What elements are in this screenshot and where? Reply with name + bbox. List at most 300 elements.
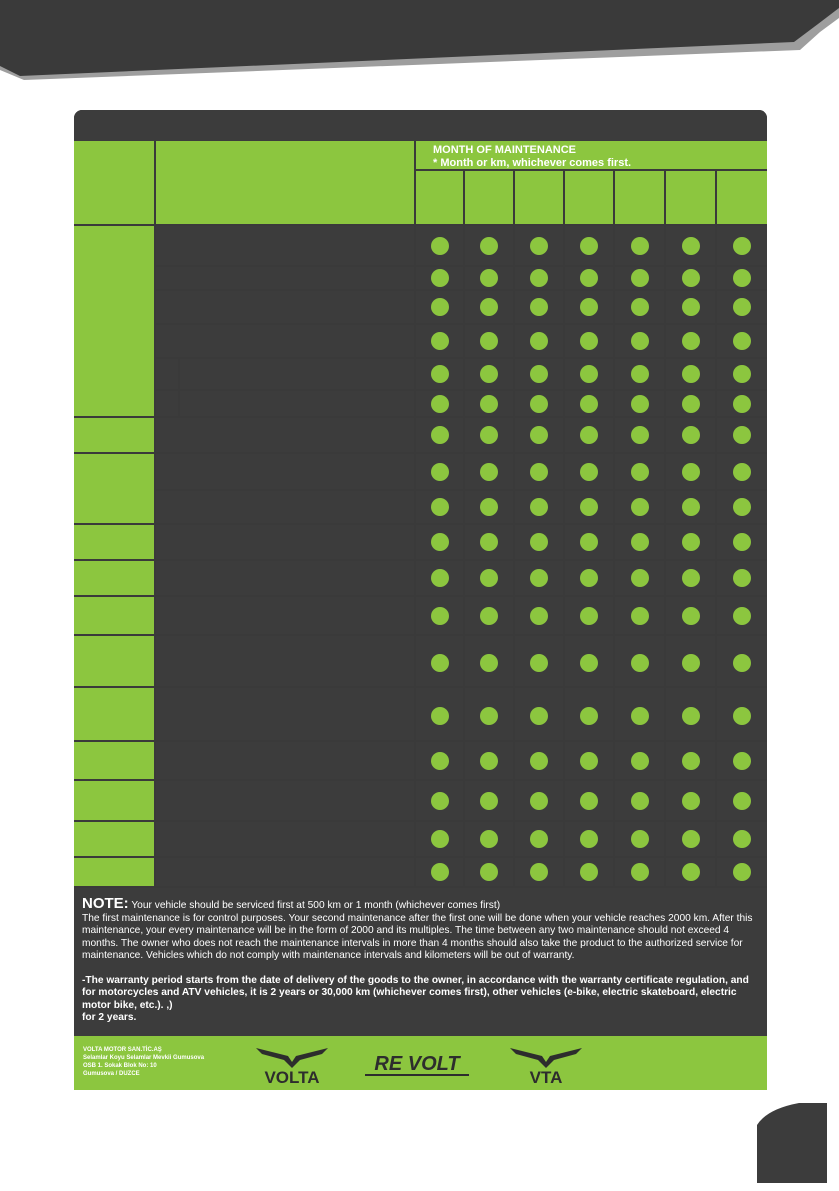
group-cell — [74, 822, 154, 856]
warranty-text: -The warranty period starts from the date of delivery of the goods to the owner, in accordance with the warranty certificate regulation, and for motorcycles and ATV vehicles, it is 2 years or 30,000 km (whichever comes first), other vehicles (e-bike, electric skateboard, electric motor bike, etc.). ,) — [82, 974, 749, 1011]
maintenance-check-dot — [733, 332, 751, 350]
group-cell — [74, 781, 154, 820]
maintenance-check-dot — [530, 426, 548, 444]
maintenance-check-dot — [480, 426, 498, 444]
header-group-cell — [74, 141, 154, 224]
maintenance-check-dot — [631, 752, 649, 770]
maintenance-check-cell — [565, 822, 613, 856]
vta-logo-text: VTA — [529, 1068, 563, 1086]
maintenance-check-cell — [515, 525, 563, 559]
maintenance-check-dot — [480, 569, 498, 587]
maintenance-check-cell — [515, 418, 563, 452]
maintenance-check-dot — [733, 792, 751, 810]
maintenance-check-cell — [465, 822, 513, 856]
maintenance-check-cell — [515, 781, 563, 820]
maintenance-check-dot — [480, 533, 498, 551]
maintenance-check-dot — [631, 607, 649, 625]
maintenance-check-dot — [530, 607, 548, 625]
group-cell — [74, 858, 154, 886]
maintenance-check-cell — [717, 561, 767, 595]
warranty-tail: for 2 years. — [82, 1012, 137, 1023]
maintenance-check-cell — [666, 291, 715, 323]
maintenance-check-cell — [666, 858, 715, 886]
maintenance-check-dot — [480, 863, 498, 881]
month-of-maintenance-header — [420, 141, 765, 171]
maintenance-check-dot — [431, 365, 449, 383]
maintenance-check-cell — [565, 781, 613, 820]
maintenance-check-dot — [431, 533, 449, 551]
maintenance-check-dot — [431, 498, 449, 516]
revolt-logo — [359, 1048, 475, 1080]
maintenance-check-cell — [615, 291, 664, 323]
maintenance-check-cell — [717, 454, 767, 489]
item-cell — [156, 742, 414, 779]
maintenance-check-dot — [530, 498, 548, 516]
maintenance-check-dot — [733, 654, 751, 672]
maintenance-check-cell — [615, 267, 664, 289]
maintenance-check-cell — [565, 226, 613, 265]
maintenance-check-cell — [717, 391, 767, 416]
maintenance-check-dot — [631, 426, 649, 444]
maintenance-check-dot — [431, 607, 449, 625]
maintenance-check-dot — [631, 237, 649, 255]
maintenance-check-cell — [666, 636, 715, 686]
maintenance-check-dot — [480, 395, 498, 413]
maintenance-check-cell — [416, 391, 463, 416]
item-cell — [180, 359, 414, 389]
maintenance-check-cell — [615, 597, 664, 634]
maintenance-check-dot — [631, 365, 649, 383]
maintenance-check-dot — [631, 863, 649, 881]
maintenance-check-cell — [465, 525, 513, 559]
maintenance-check-cell — [666, 597, 715, 634]
maintenance-check-dot — [530, 237, 548, 255]
maintenance-check-dot — [631, 269, 649, 287]
item-cell — [156, 688, 414, 740]
maintenance-check-cell — [717, 525, 767, 559]
maintenance-check-cell — [666, 454, 715, 489]
address-line-3: Gumusova / DUZCE — [83, 1071, 140, 1077]
maintenance-check-cell — [666, 359, 715, 389]
maintenance-check-dot — [480, 752, 498, 770]
maintenance-check-dot — [682, 533, 700, 551]
maintenance-check-dot — [631, 298, 649, 316]
maintenance-check-cell — [416, 291, 463, 323]
maintenance-check-cell — [515, 454, 563, 489]
maintenance-check-dot — [480, 607, 498, 625]
maintenance-check-dot — [480, 707, 498, 725]
maintenance-check-dot — [580, 498, 598, 516]
maintenance-card — [74, 110, 767, 1090]
volta-logo — [252, 1042, 332, 1086]
maintenance-check-dot — [580, 237, 598, 255]
maintenance-check-dot — [580, 365, 598, 383]
group-cell — [74, 561, 154, 595]
maintenance-check-cell — [565, 359, 613, 389]
maintenance-check-dot — [530, 365, 548, 383]
header-item-cell — [156, 141, 414, 224]
maintenance-check-dot — [631, 654, 649, 672]
maintenance-check-cell — [515, 391, 563, 416]
maintenance-check-cell — [416, 418, 463, 452]
maintenance-check-cell — [465, 454, 513, 489]
group-cell — [74, 226, 154, 416]
maintenance-check-dot — [733, 607, 751, 625]
maintenance-check-cell — [666, 325, 715, 357]
maintenance-check-cell — [615, 561, 664, 595]
item-cell — [156, 291, 414, 323]
item-cell — [180, 391, 414, 416]
maintenance-check-cell — [615, 491, 664, 523]
maintenance-check-cell — [416, 226, 463, 265]
maintenance-check-dot — [580, 463, 598, 481]
maintenance-check-cell — [465, 391, 513, 416]
maintenance-check-cell — [515, 688, 563, 740]
maintenance-check-dot — [580, 792, 598, 810]
maintenance-check-cell — [666, 561, 715, 595]
header-month-cell — [416, 171, 463, 224]
maintenance-check-dot — [682, 707, 700, 725]
maintenance-check-cell — [465, 418, 513, 452]
group-cell — [74, 454, 154, 523]
maintenance-check-cell — [465, 267, 513, 289]
header-month-cell — [615, 171, 664, 224]
maintenance-check-cell — [416, 636, 463, 686]
maintenance-check-dot — [431, 792, 449, 810]
maintenance-check-cell — [465, 781, 513, 820]
maintenance-check-dot — [733, 298, 751, 316]
header-month-cell — [565, 171, 613, 224]
maintenance-check-cell — [515, 742, 563, 779]
note-body: The first maintenance is for control purposes. Your second maintenance after the first one will be done when your vehicle reaches 2000 km. After this maintenance, your every maintenance will be in the form of 2000 and its multiples. The time between any two maintenance should not exceed 4 months. The owner who does not reach the maintenance intervals in more than 4 months should also take the product to the authorized service for maintenance. Vehicles which do not comply with maintenance intervals and kilometers will be out of warranty. — [82, 912, 753, 961]
maintenance-check-dot — [631, 830, 649, 848]
maintenance-check-dot — [733, 707, 751, 725]
maintenance-check-dot — [431, 863, 449, 881]
maintenance-check-cell — [717, 226, 767, 265]
maintenance-check-dot — [431, 654, 449, 672]
item-cell — [156, 561, 414, 595]
maintenance-check-dot — [530, 533, 548, 551]
header-month-cell — [515, 171, 563, 224]
maintenance-check-dot — [733, 498, 751, 516]
maintenance-check-dot — [580, 332, 598, 350]
maintenance-check-dot — [682, 569, 700, 587]
maintenance-check-cell — [565, 491, 613, 523]
footer — [74, 1036, 767, 1090]
maintenance-check-cell — [515, 636, 563, 686]
maintenance-check-cell — [717, 822, 767, 856]
maintenance-check-dot — [580, 269, 598, 287]
header-month-cell — [717, 171, 767, 224]
maintenance-check-dot — [580, 395, 598, 413]
maintenance-check-dot — [682, 830, 700, 848]
maintenance-check-dot — [431, 269, 449, 287]
maintenance-check-dot — [580, 569, 598, 587]
maintenance-check-dot — [580, 426, 598, 444]
maintenance-check-dot — [480, 792, 498, 810]
maintenance-check-dot — [431, 752, 449, 770]
maintenance-check-cell — [666, 742, 715, 779]
maintenance-check-cell — [515, 858, 563, 886]
maintenance-check-dot — [733, 426, 751, 444]
maintenance-check-cell — [666, 822, 715, 856]
group-cell — [74, 597, 154, 634]
maintenance-check-cell — [717, 325, 767, 357]
maintenance-check-cell — [666, 688, 715, 740]
maintenance-check-cell — [565, 688, 613, 740]
maintenance-check-dot — [631, 498, 649, 516]
maintenance-check-dot — [530, 298, 548, 316]
maintenance-check-dot — [530, 792, 548, 810]
maintenance-check-cell — [416, 525, 463, 559]
maintenance-check-cell — [666, 267, 715, 289]
maintenance-check-dot — [682, 269, 700, 287]
maintenance-check-dot — [631, 792, 649, 810]
maintenance-check-cell — [416, 597, 463, 634]
item-cell — [156, 491, 414, 523]
header-band — [0, 0, 839, 80]
maintenance-check-dot — [530, 463, 548, 481]
maintenance-check-cell — [515, 491, 563, 523]
maintenance-check-cell — [465, 491, 513, 523]
maintenance-check-cell — [465, 636, 513, 686]
maintenance-check-dot — [682, 365, 700, 383]
item-indent-cell — [156, 359, 178, 389]
maintenance-check-dot — [530, 752, 548, 770]
maintenance-check-cell — [666, 491, 715, 523]
maintenance-table — [74, 141, 767, 888]
maintenance-check-dot — [733, 463, 751, 481]
maintenance-check-dot — [480, 830, 498, 848]
maintenance-check-cell — [515, 359, 563, 389]
maintenance-check-cell — [465, 291, 513, 323]
maintenance-check-cell — [717, 491, 767, 523]
maintenance-check-cell — [565, 391, 613, 416]
maintenance-check-dot — [733, 395, 751, 413]
maintenance-check-dot — [733, 237, 751, 255]
page-corner — [757, 1103, 827, 1183]
item-cell — [156, 267, 414, 289]
maintenance-check-dot — [431, 463, 449, 481]
maintenance-check-cell — [565, 325, 613, 357]
item-cell — [156, 781, 414, 820]
maintenance-check-cell — [717, 291, 767, 323]
maintenance-check-cell — [465, 858, 513, 886]
item-cell — [156, 525, 414, 559]
maintenance-check-cell — [565, 454, 613, 489]
maintenance-check-dot — [530, 569, 548, 587]
maintenance-check-dot — [733, 533, 751, 551]
maintenance-check-cell — [615, 226, 664, 265]
maintenance-check-dot — [431, 332, 449, 350]
maintenance-check-cell — [615, 418, 664, 452]
maintenance-check-cell — [416, 858, 463, 886]
maintenance-check-cell — [515, 291, 563, 323]
maintenance-check-cell — [565, 418, 613, 452]
maintenance-check-cell — [666, 781, 715, 820]
maintenance-check-cell — [717, 636, 767, 686]
maintenance-check-cell — [615, 636, 664, 686]
item-cell — [156, 597, 414, 634]
maintenance-check-cell — [465, 561, 513, 595]
maintenance-check-dot — [682, 498, 700, 516]
maintenance-check-cell — [416, 742, 463, 779]
maintenance-check-dot — [631, 463, 649, 481]
maintenance-check-cell — [515, 226, 563, 265]
header-month-cell — [465, 171, 513, 224]
maintenance-check-cell — [416, 822, 463, 856]
maintenance-check-dot — [682, 654, 700, 672]
maintenance-check-cell — [666, 226, 715, 265]
maintenance-check-cell — [416, 454, 463, 489]
maintenance-check-dot — [480, 365, 498, 383]
group-cell — [74, 418, 154, 452]
maintenance-check-cell — [615, 359, 664, 389]
maintenance-check-dot — [431, 830, 449, 848]
maintenance-check-dot — [530, 830, 548, 848]
maintenance-check-cell — [465, 688, 513, 740]
maintenance-check-dot — [480, 654, 498, 672]
maintenance-check-dot — [682, 332, 700, 350]
month-header-title: MONTH OF MAINTENANCE — [433, 144, 576, 156]
vta-logo — [508, 1042, 584, 1086]
company-name: VOLTA MOTOR SAN.TİC.AŞ — [83, 1047, 162, 1053]
maintenance-check-cell — [615, 325, 664, 357]
maintenance-check-dot — [733, 269, 751, 287]
maintenance-check-dot — [480, 332, 498, 350]
item-cell — [156, 325, 414, 357]
item-cell — [156, 418, 414, 452]
maintenance-check-cell — [416, 359, 463, 389]
maintenance-check-cell — [615, 391, 664, 416]
maintenance-check-dot — [682, 298, 700, 316]
maintenance-check-dot — [682, 792, 700, 810]
maintenance-check-cell — [565, 561, 613, 595]
header-month-cell — [666, 171, 715, 224]
note-label: NOTE: — [82, 895, 129, 912]
item-cell — [156, 454, 414, 489]
maintenance-check-cell — [465, 597, 513, 634]
maintenance-check-cell — [515, 267, 563, 289]
maintenance-check-cell — [717, 418, 767, 452]
maintenance-check-cell — [565, 267, 613, 289]
maintenance-check-cell — [717, 858, 767, 886]
group-cell — [74, 636, 154, 686]
maintenance-check-cell — [565, 636, 613, 686]
maintenance-check-dot — [480, 298, 498, 316]
maintenance-check-dot — [431, 298, 449, 316]
maintenance-check-dot — [431, 569, 449, 587]
maintenance-check-cell — [666, 391, 715, 416]
maintenance-check-cell — [416, 688, 463, 740]
maintenance-check-cell — [565, 858, 613, 886]
maintenance-check-dot — [580, 752, 598, 770]
maintenance-check-cell — [565, 742, 613, 779]
month-header-subtitle: * Month or km, whichever comes first. — [433, 157, 632, 169]
maintenance-check-cell — [465, 325, 513, 357]
maintenance-check-cell — [717, 359, 767, 389]
maintenance-check-cell — [615, 454, 664, 489]
note-lead: Your vehicle should be serviced first at 500 km or 1 month (whichever comes first) — [128, 900, 501, 911]
maintenance-check-dot — [733, 830, 751, 848]
maintenance-check-cell — [615, 525, 664, 559]
maintenance-check-cell — [615, 742, 664, 779]
maintenance-check-cell — [465, 742, 513, 779]
maintenance-check-dot — [682, 426, 700, 444]
maintenance-check-cell — [615, 858, 664, 886]
address-line-2: OSB 1. Sokak Blok No: 10 — [83, 1063, 157, 1069]
maintenance-check-dot — [530, 395, 548, 413]
maintenance-check-dot — [631, 707, 649, 725]
maintenance-check-cell — [416, 491, 463, 523]
maintenance-check-cell — [515, 325, 563, 357]
maintenance-check-cell — [717, 597, 767, 634]
maintenance-check-dot — [682, 237, 700, 255]
group-cell — [74, 688, 154, 740]
maintenance-check-cell — [565, 291, 613, 323]
note-section — [74, 888, 767, 1036]
maintenance-check-cell — [465, 359, 513, 389]
maintenance-check-dot — [580, 863, 598, 881]
maintenance-check-dot — [733, 863, 751, 881]
maintenance-check-cell — [515, 561, 563, 595]
maintenance-check-dot — [682, 752, 700, 770]
maintenance-check-dot — [431, 237, 449, 255]
item-cell — [156, 636, 414, 686]
maintenance-check-dot — [580, 533, 598, 551]
maintenance-check-cell — [615, 822, 664, 856]
maintenance-check-cell — [717, 688, 767, 740]
maintenance-check-dot — [631, 533, 649, 551]
group-cell — [74, 742, 154, 779]
maintenance-check-dot — [530, 863, 548, 881]
maintenance-check-dot — [682, 463, 700, 481]
maintenance-check-dot — [580, 707, 598, 725]
maintenance-check-cell — [416, 267, 463, 289]
maintenance-check-cell — [666, 525, 715, 559]
revolt-logo-text: RE VOLT — [374, 1053, 460, 1075]
item-cell — [156, 858, 414, 886]
maintenance-check-dot — [580, 607, 598, 625]
maintenance-check-dot — [733, 569, 751, 587]
maintenance-check-cell — [515, 822, 563, 856]
maintenance-check-dot — [631, 569, 649, 587]
volta-logo-text: VOLTA — [264, 1068, 320, 1086]
group-cell — [74, 525, 154, 559]
maintenance-check-dot — [530, 269, 548, 287]
maintenance-check-dot — [631, 395, 649, 413]
maintenance-check-dot — [431, 395, 449, 413]
maintenance-check-dot — [631, 332, 649, 350]
maintenance-check-dot — [480, 498, 498, 516]
maintenance-check-dot — [530, 707, 548, 725]
maintenance-check-cell — [416, 561, 463, 595]
table-title-bar — [74, 110, 767, 141]
address-line-1: Selamlar Koyu Selamlar Mevkii Gumusova — [83, 1055, 205, 1061]
maintenance-check-cell — [717, 781, 767, 820]
maintenance-check-dot — [431, 707, 449, 725]
maintenance-check-dot — [580, 830, 598, 848]
maintenance-check-dot — [580, 298, 598, 316]
maintenance-check-cell — [666, 418, 715, 452]
maintenance-check-dot — [480, 237, 498, 255]
maintenance-check-dot — [682, 863, 700, 881]
maintenance-check-cell — [565, 597, 613, 634]
item-indent-cell — [156, 391, 178, 416]
maintenance-check-cell — [416, 781, 463, 820]
maintenance-check-dot — [530, 332, 548, 350]
maintenance-check-cell — [717, 267, 767, 289]
